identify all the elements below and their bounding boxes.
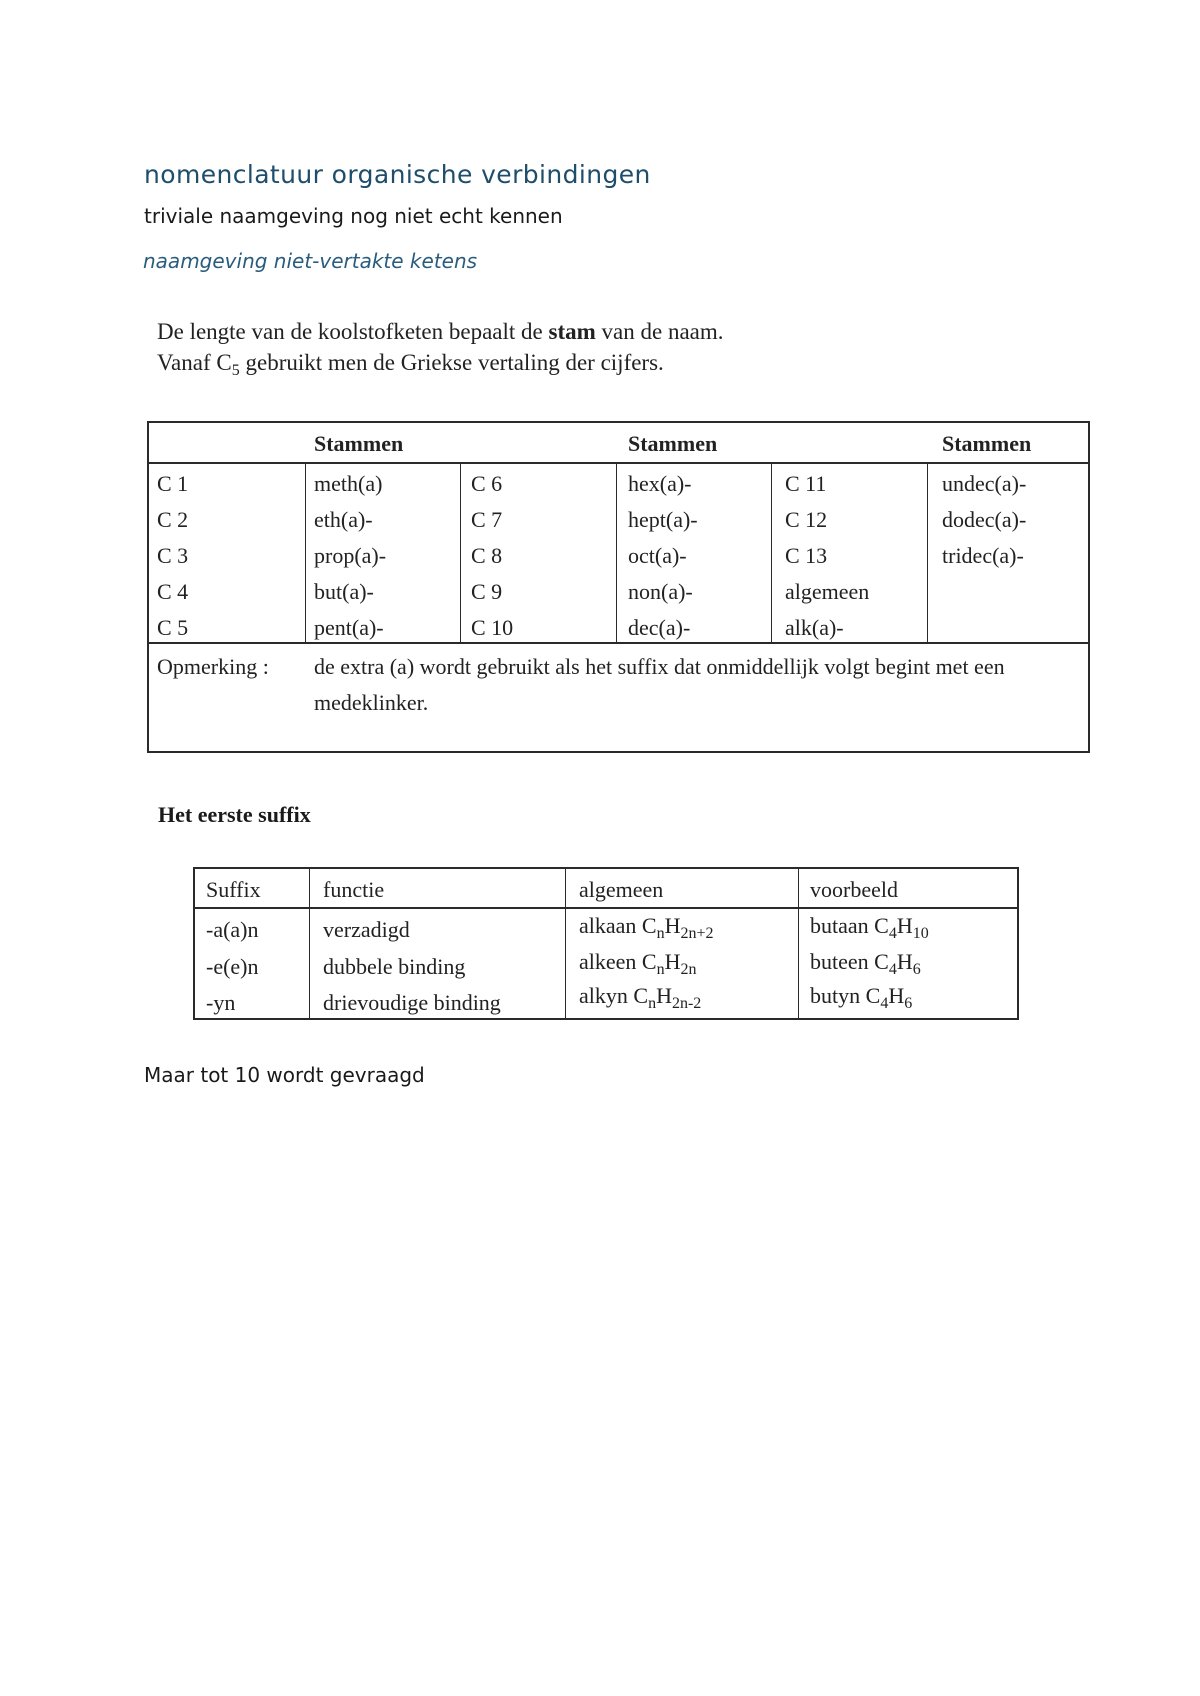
chemical-formula: $C_4H_6$ (874, 949, 921, 978)
carbon-count: C 3 (157, 543, 189, 568)
table-divider (309, 869, 310, 1018)
general-formula-cell (579, 983, 702, 1012)
carbon-count: C 9 (471, 579, 503, 604)
chemical-formula: $C_4H_{10}$ (874, 913, 929, 942)
carbon-count: alk(a)- (785, 615, 844, 640)
carbon-count: C 10 (471, 615, 514, 640)
intro-line-1: De lengte van de koolstofketen bepaalt de stam van de naam. (157, 319, 724, 344)
stem-name: dec(a)- (628, 615, 691, 640)
table-divider (195, 907, 1017, 909)
stem-name: hex(a)- (628, 471, 692, 496)
stammen-header: Stammen (942, 431, 1032, 456)
stammen-table (147, 421, 1090, 753)
suffix-cell: -yn (206, 990, 236, 1015)
carbon-count: C 4 (157, 579, 189, 604)
chemical-formula: $C_nH_{2n}$ (641, 949, 697, 978)
table-divider (149, 642, 1088, 644)
intro-line-2: Vanaf $C_5$ gebruikt men de Griekse vertaling der cijfers. (157, 350, 664, 379)
compound-name: alkaan (579, 913, 642, 938)
carbon-count: algemeen (785, 579, 870, 604)
suffix-table (193, 867, 1019, 1020)
carbon-count: C 12 (785, 507, 828, 532)
chemical-formula: $C_nH_{2n-2}$ (633, 983, 702, 1012)
stammen-header: Stammen (314, 431, 404, 456)
function-cell: drievoudige binding (323, 990, 501, 1015)
stem-name: tridec(a)- (942, 543, 1024, 568)
table-divider (460, 462, 461, 642)
stem-name: non(a)- (628, 579, 693, 604)
column-header: voorbeeld (810, 877, 898, 902)
remark-text: medeklinker. (314, 690, 429, 715)
remark-text: de extra (a) wordt gebruikt als het suffix dat onmiddellijk volgt begint met een (314, 654, 1005, 679)
table-divider (565, 869, 566, 1018)
footer-note: Maar tot 10 wordt gevraagd (144, 1063, 425, 1087)
general-formula-cell (579, 913, 714, 942)
stem-name: dodec(a)- (942, 507, 1027, 532)
page-title: nomenclatuur organische verbindingen (144, 160, 651, 189)
compound-name: butaan (810, 913, 875, 938)
subtitle: triviale naamgeving nog niet echt kennen (144, 204, 563, 228)
example-formula-cell (810, 983, 913, 1012)
example-formula-cell (810, 913, 929, 942)
function-cell: verzadigd (323, 917, 410, 942)
example-formula-cell (810, 949, 921, 978)
suffix-cell: -a(a)n (206, 917, 259, 942)
chemical-formula: $C_nH_{2n+2}$ (641, 913, 714, 942)
column-header: algemeen (579, 877, 664, 902)
carbon-count: C 5 (157, 615, 189, 640)
compound-name: butyn (810, 983, 866, 1008)
carbon-count: C 13 (785, 543, 828, 568)
carbon-count: C 11 (785, 471, 827, 496)
table-divider (616, 462, 617, 642)
chemical-formula: $C_4H_6$ (865, 983, 913, 1012)
table-divider (305, 462, 306, 642)
stem-name: pent(a)- (314, 615, 384, 640)
section-heading: naamgeving niet-vertakte ketens (143, 249, 478, 273)
stem-name: undec(a)- (942, 471, 1027, 496)
carbon-count: C 6 (471, 471, 503, 496)
stem-name: meth(a) (314, 471, 383, 496)
column-header: Suffix (206, 877, 261, 902)
stem-name: hept(a)- (628, 507, 698, 532)
intro-bold-word: stam (548, 319, 596, 344)
compound-name: buteen (810, 949, 875, 974)
remark-label: Opmerking : (157, 654, 269, 679)
suffix-section-title: Het eerste suffix (158, 802, 311, 827)
carbon-count: C 2 (157, 507, 189, 532)
function-cell: dubbele binding (323, 954, 466, 979)
stem-name: but(a)- (314, 579, 374, 604)
suffix-cell: -e(e)n (206, 954, 259, 979)
stammen-header: Stammen (628, 431, 718, 456)
table-divider (798, 869, 799, 1018)
table-divider (927, 462, 928, 642)
stem-name: oct(a)- (628, 543, 687, 568)
stem-name: eth(a)- (314, 507, 373, 532)
intro-paragraph (157, 316, 724, 378)
carbon-count: C 1 (157, 471, 189, 496)
general-formula-cell (579, 949, 697, 978)
stem-name: prop(a)- (314, 543, 387, 568)
carbon-count: C 7 (471, 507, 503, 532)
compound-name: alkeen (579, 949, 642, 974)
column-header: functie (323, 877, 385, 902)
table-divider (771, 462, 772, 642)
table-divider (149, 462, 1088, 464)
carbon-count: C 8 (471, 543, 503, 568)
compound-name: alkyn (579, 983, 634, 1008)
